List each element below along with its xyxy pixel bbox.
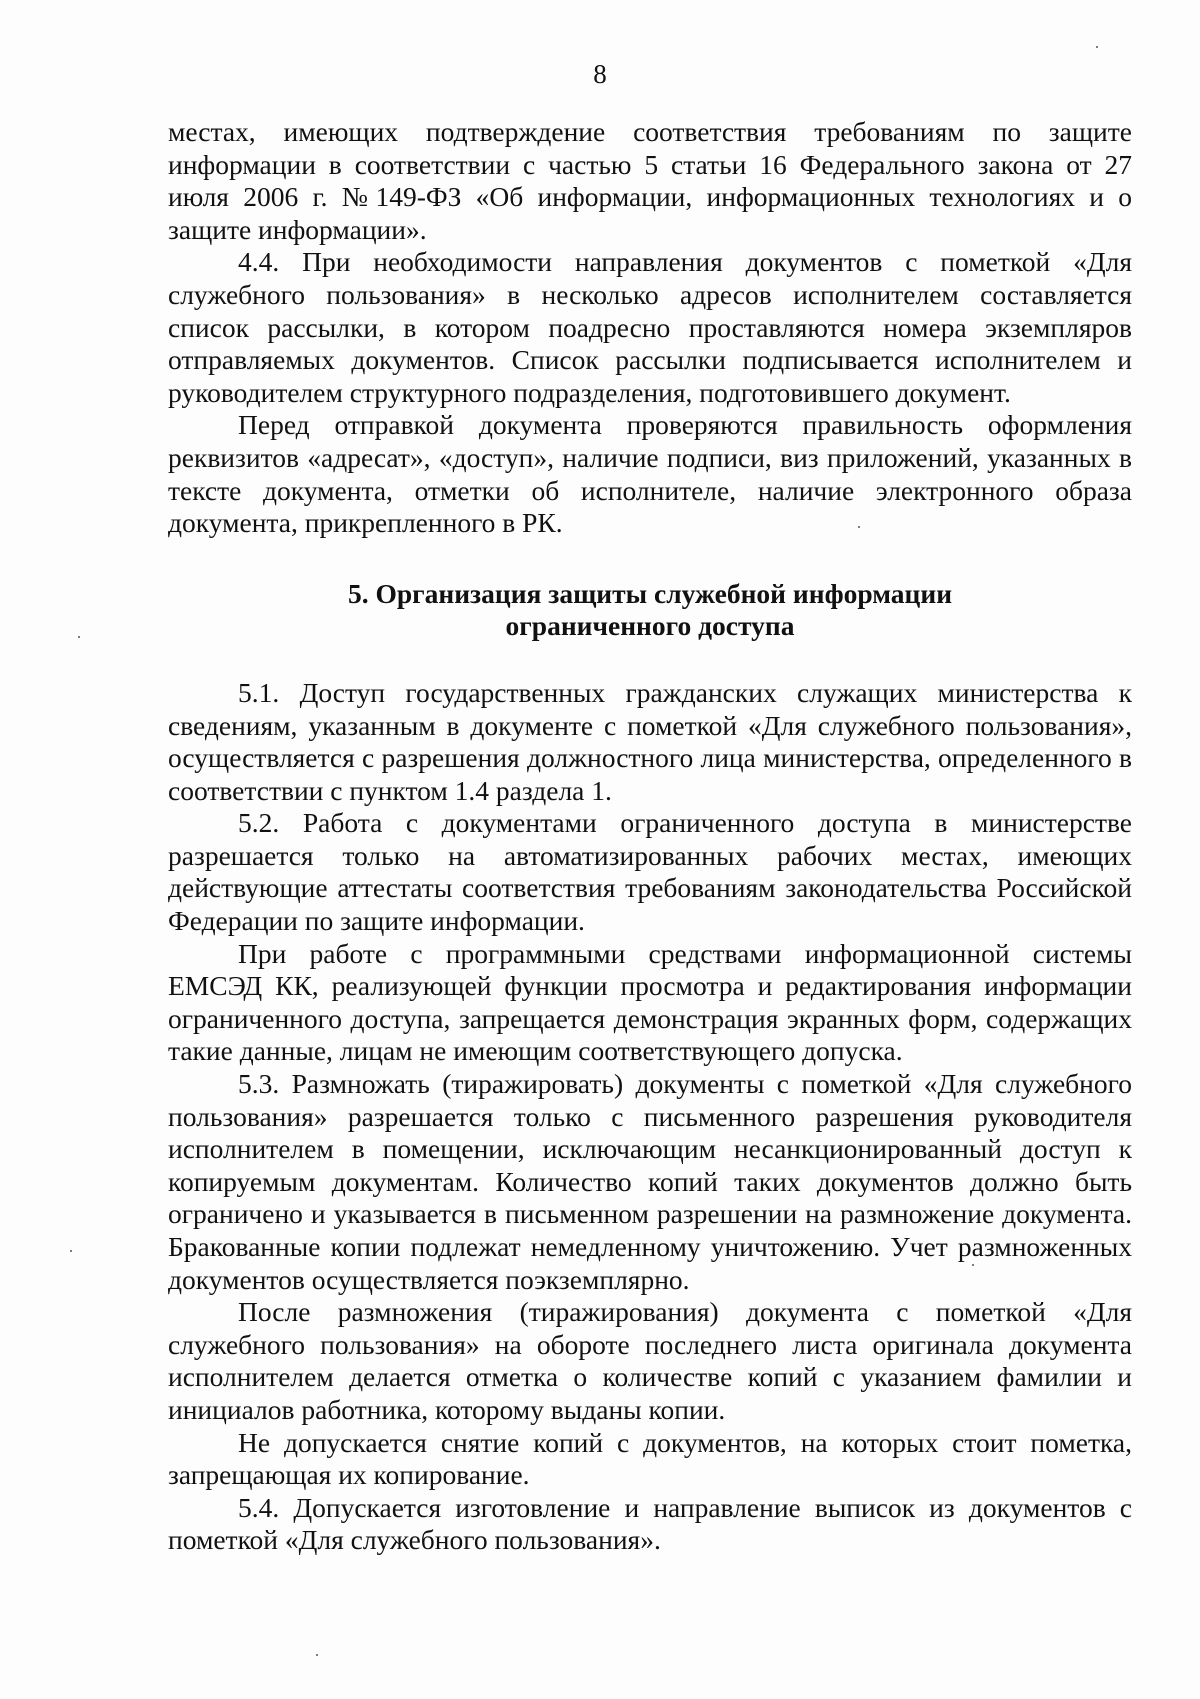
scan-speck bbox=[972, 1264, 974, 1266]
scan-speck bbox=[858, 526, 860, 528]
scan-speck bbox=[70, 1250, 72, 1252]
paragraph-copy-mark: После размножения (тиражирования) документа с пометкой «Для служебного пользования» на обороте последнего листа оригинала документа исполнителем делается отметка о количестве копий с указанием фамилии и инициалов работника, которому выданы копии. bbox=[168, 1296, 1132, 1425]
document-body bbox=[168, 116, 1132, 1557]
scan-speck bbox=[316, 1654, 318, 1656]
section-heading-line-1: 5. Организация защиты служебной информации bbox=[347, 577, 953, 609]
section-heading-line-2: ограниченного доступа bbox=[505, 610, 795, 642]
paragraph-copy-prohibition: Не допускается снятие копий с документов, на которых стоит пометка, запрещающая их копирование. bbox=[168, 1426, 1132, 1491]
paragraph-5-4: 5.4. Допускается изготовление и направление выписок из документов с пометкой «Для служебного пользования». bbox=[168, 1491, 1132, 1556]
paragraph-4-4: 4.4. При необходимости направления документов с пометкой «Для служебного пользования» в несколько адресов исполнителем составляется список рассылки, в котором поадресно проставляются номера экземпляров отправляемых документов. Список рассылки подписывается исполнителем и руководителем структурного подразделения, подготовившего документ. bbox=[168, 246, 1132, 408]
paragraph-5-3: 5.3. Размножать (тиражировать) документы с пометкой «Для служебного пользования» разрешается только с письменного разрешения руководителя исполнителем в помещении, исключающим несанкционированный доступ к копируемым документам. Количество копий таких документов должно быть ограничено и указывается в письменном разрешении на размножение документа. Бракованные копии подлежат немедленному уничтожению. Учет размноженных документов осуществляется поэкземплярно. bbox=[168, 1068, 1132, 1295]
paragraph-5-1: 5.1. Доступ государственных гражданских служащих министерства к сведениям, указанным в документе с пометкой «Для служебного пользования», осуществляется с разрешения должностного лица министерства, определенного в соответствии с пунктом 1.4 раздела 1. bbox=[168, 676, 1132, 806]
paragraph-sending-check: Перед отправкой документа проверяются правильность оформления реквизитов «адресат», «доступ», наличие подписи, виз приложений, указанных в тексте документа, отметки об исполнителе, наличие электронного образа документа, прикрепленного в РК. bbox=[168, 409, 1132, 539]
paragraph-continuation: местах, имеющих подтверждение соответствия требованиям по защите информации в соответствии с частью 5 статьи 16 Федерального закона от 27 июля 2006 г. №149-ФЗ «Об информации, информационных технологиях и о защите информации». bbox=[168, 116, 1132, 245]
scan-speck bbox=[1096, 46, 1098, 48]
section-heading bbox=[168, 578, 1132, 643]
scan-speck bbox=[78, 636, 80, 638]
paragraph-5-2: 5.2. Работа с документами ограниченного доступа в министерстве разрешается только на автоматизированных рабочих местах, имеющих действующие аттестаты соответствия требованиям законодательства Российской Федерации по защите информации. bbox=[168, 807, 1132, 937]
page-number: 8 bbox=[593, 59, 607, 89]
paragraph-emsed: При работе с программными средствами информационной системы ЕМСЭД КК, реализующей функции просмотра и редактирования информации ограниченного доступа, запрещается демонстрация экранных форм, содержащих такие данные, лицам не имеющим соответствующего допуска. bbox=[168, 937, 1132, 1067]
